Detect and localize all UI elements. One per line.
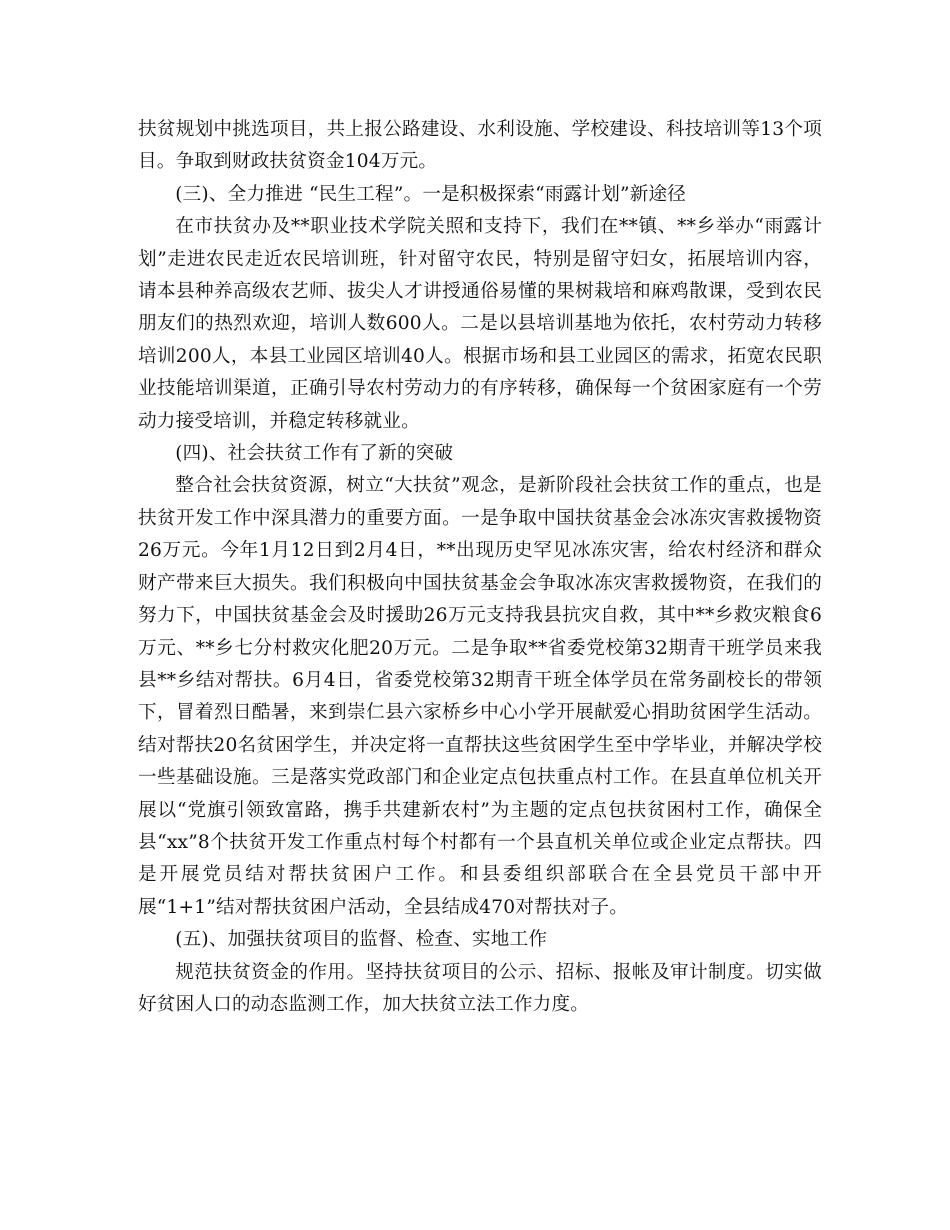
section-heading-4: (四)、社会扶贫工作有了新的突破 — [175, 443, 454, 465]
paragraph-3: 整合社会扶贫资源，树立“大扶贫”观念，是新阶段社会扶贫工作的重点，也是扶贫开发工作中深具潜力的重要方面。一是争取中国扶贫基金会冰冻灾害救援物资26万元。今年1月12日到2月4日，**出现历史罕见冰冻灾害，给农村经济和群众财产带来巨大损失。我们积极向中国扶贫基金会争取冰冻灾害救援物资，在我们的努力下，中国扶贫基金会及时援助26万元支持我县抗灾自救，其中**乡救灾粮食6万元、**乡七分村救灾化肥20万元。二是争取**省委党校第32期青干班学员来我县**乡结对帮扶。6月4日，省委党校第32期青干班全体学员在常务副校长的带领下，冒着烈日酷暑，来到崇仁县六家桥乡中心小学开展献爱心捐助贫困学生活动。结对帮扶20名贫困学生，并决定将一直帮扶这些贫困学生至中学毕业，并解决学校一些基础设施。三是落实党政部门和企业定点包扶重点村工作。在县直单位机关开展以“党旗引领致富路，携手共建新农村”为主题的定点包扶贫困村工作，确保全县“xx”8个扶贫开发工作重点村每个村都有一个县直机关单位或企业定点帮扶。四是开展党员结对帮扶贫困户工作。和县委组织部联合在全县党员干部中开展“1+1”结对帮扶贫困户活动，全县结成470对帮扶对子。 — [138, 475, 822, 918]
paragraph-2: 在市扶贫办及**职业技术学院关照和支持下，我们在**镇、**乡举办“雨露计划”走进农民走近农民培训班，针对留守农民，特别是留守妇女，拓展培训内容，请本县种养高级农艺师、拔尖人才讲授通俗易懂的果树栽培和麻鸡散课，受到农民朋友们的热烈欢迎，培训人数600人。二是以县培训基地为依托，农村劳动力转移培训200人，本县工业园区培训40人。根据市场和县工业园区的需求，拓宽农民职业技能培训渠道，正确引导农村劳动力的有序转移，确保每一个贫困家庭有一个劳动力接受培训，并稳定转移就业。 — [138, 216, 822, 432]
paragraph-1: 扶贫规划中挑选项目，共上报公路建设、水利设施、学校建设、科技培训等13个项目。争取到财政扶贫资金104万元。 — [138, 119, 822, 173]
section-heading-3: (三)、全力推进 “民生工程”。一是积极探索“雨露计划”新途径 — [175, 183, 687, 205]
document-page — [138, 114, 822, 1021]
paragraph-4: 规范扶贫资金的作用。坚持扶贫项目的公示、招标、报帐及审计制度。切实做好贫困人口的动态监测工作，加大扶贫立法工作力度。 — [138, 961, 822, 1015]
section-heading-5: (五)、加强扶贫项目的监督、检查、实地工作 — [175, 929, 548, 951]
